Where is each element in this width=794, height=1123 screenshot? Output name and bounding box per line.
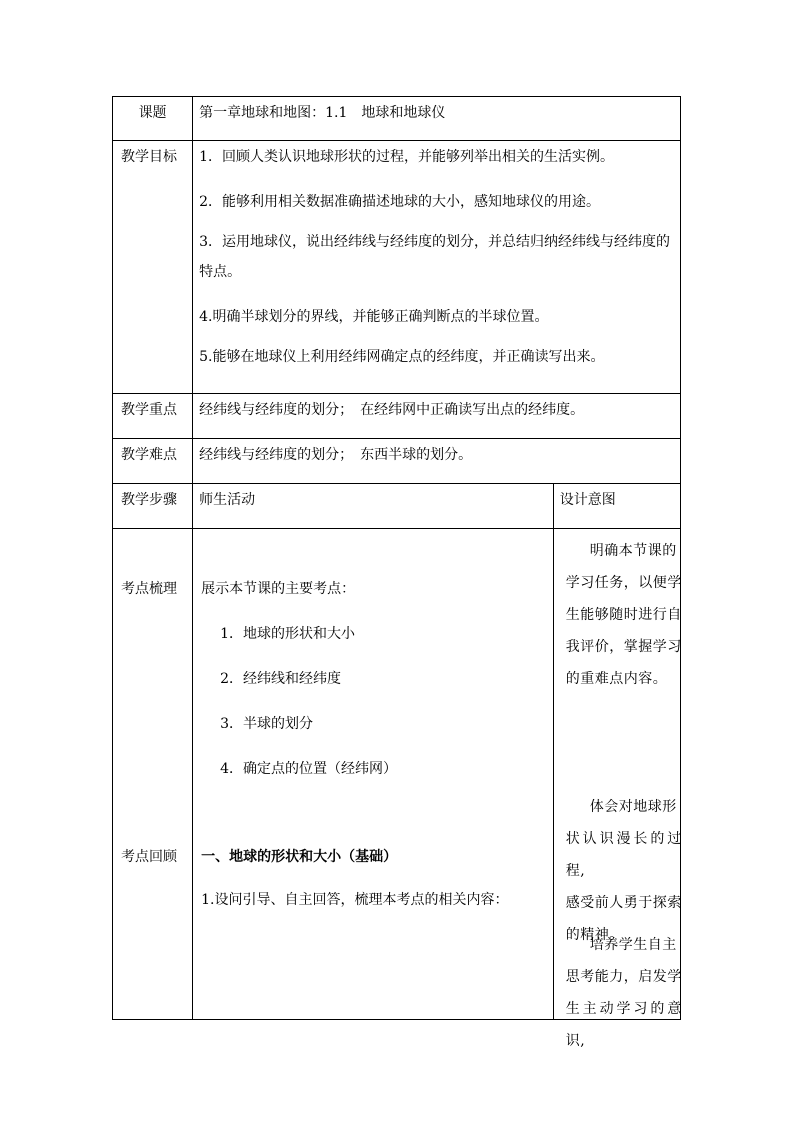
intent-line: 明确本节课的 bbox=[589, 543, 677, 559]
objective-item: 特点。 bbox=[199, 264, 242, 280]
review-point: 4．确定点的位置（经纬网） bbox=[220, 761, 398, 777]
difficulties-label: 教学难点 bbox=[121, 447, 177, 463]
section-labels-cell bbox=[113, 529, 193, 1020]
difficulties-row bbox=[113, 439, 681, 484]
intent-line: 体会对地球形 bbox=[589, 799, 677, 815]
review-point: 2．经纬线和经纬度 bbox=[220, 671, 342, 687]
review-point: 1．地球的形状和大小 bbox=[220, 626, 356, 642]
review-label: 考点梳理 bbox=[121, 581, 177, 597]
intent-line: 生主动学习的意识, bbox=[565, 1001, 682, 1049]
steps-label: 教学步骤 bbox=[121, 492, 177, 508]
intent-line: 学习任务，以便学 bbox=[565, 575, 682, 591]
activity-content-cell bbox=[193, 529, 554, 1020]
topic-label-cell bbox=[113, 97, 193, 141]
intent-line: 的重难点内容。 bbox=[565, 671, 668, 687]
objectives-cell bbox=[193, 141, 681, 394]
topic-label: 课题 bbox=[138, 105, 167, 121]
key-points-cell bbox=[193, 394, 681, 439]
key-points-value: 经纬线与经纬度的划分； 在经纬网中正确读写出点的经纬度。 bbox=[199, 402, 585, 418]
objectives-label-cell bbox=[113, 141, 193, 394]
intent-header-cell bbox=[553, 484, 680, 529]
intent-note-3 bbox=[560, 925, 686, 1057]
topic-row bbox=[113, 97, 681, 141]
objectives-row bbox=[113, 141, 681, 394]
objective-item: 4.明确半球划分的界线，并能够正确判断点的半球位置。 bbox=[199, 309, 549, 325]
key-points-label-cell bbox=[113, 394, 193, 439]
activity-header-cell bbox=[193, 484, 554, 529]
objective-item: 5.能够在地球仪上利用经纬网确定点的经纬度，并正确读写出来。 bbox=[199, 349, 605, 365]
review-point: 3．半球的划分 bbox=[220, 716, 314, 732]
intent-content-cell bbox=[553, 529, 682, 1049]
lesson-plan-table bbox=[112, 96, 682, 1049]
intent-header: 设计意图 bbox=[559, 492, 616, 508]
objective-item: 1．回顾人类认识地球形状的过程，并能够列举出相关的生活实例。 bbox=[199, 149, 615, 165]
steps-header-row bbox=[113, 484, 681, 529]
objective-item: 2．能够利用相关数据准确描述地球的大小，感知地球仪的用途。 bbox=[199, 194, 601, 210]
activity-header: 师生活动 bbox=[199, 492, 256, 508]
intent-note-1 bbox=[560, 531, 686, 695]
difficulties-value: 经纬线与经纬度的划分； 东西半球的划分。 bbox=[199, 447, 473, 463]
topic-value-cell bbox=[193, 97, 681, 141]
recall-label: 考点回顾 bbox=[121, 849, 177, 865]
intent-line: 的精神。 bbox=[565, 927, 624, 943]
difficulties-label-cell bbox=[113, 439, 193, 484]
intent-line: 培养学生自主 bbox=[589, 937, 677, 953]
review-intro: 展示本节课的主要考点： bbox=[201, 581, 356, 597]
task-text: 1.设问引导、自主回答，梳理本考点的相关内容： bbox=[201, 892, 509, 908]
difficulties-cell bbox=[193, 439, 681, 484]
section-heading: 一、地球的形状和大小（基础） bbox=[201, 849, 398, 865]
content-row bbox=[113, 529, 681, 1020]
topic-value: 第一章地球和地图：1.1 地球和地球仪 bbox=[199, 105, 446, 121]
objectives-label: 教学目标 bbox=[121, 149, 177, 165]
objective-item: 3．运用地球仪，说出经纬线与经纬度的划分，并总结归纳经纬线与经纬度的 bbox=[199, 234, 671, 250]
intent-line: 我评价，掌握学习 bbox=[565, 639, 682, 655]
steps-label-cell bbox=[113, 484, 193, 529]
key-points-label: 教学重点 bbox=[121, 402, 177, 418]
intent-line: 状认识漫长的过程, bbox=[565, 831, 682, 879]
intent-line: 感受前人勇于探索 bbox=[565, 895, 682, 911]
intent-line: 生能够随时进行自 bbox=[565, 607, 682, 623]
intent-line: 思考能力，启发学 bbox=[565, 969, 682, 985]
key-points-row bbox=[113, 394, 681, 439]
